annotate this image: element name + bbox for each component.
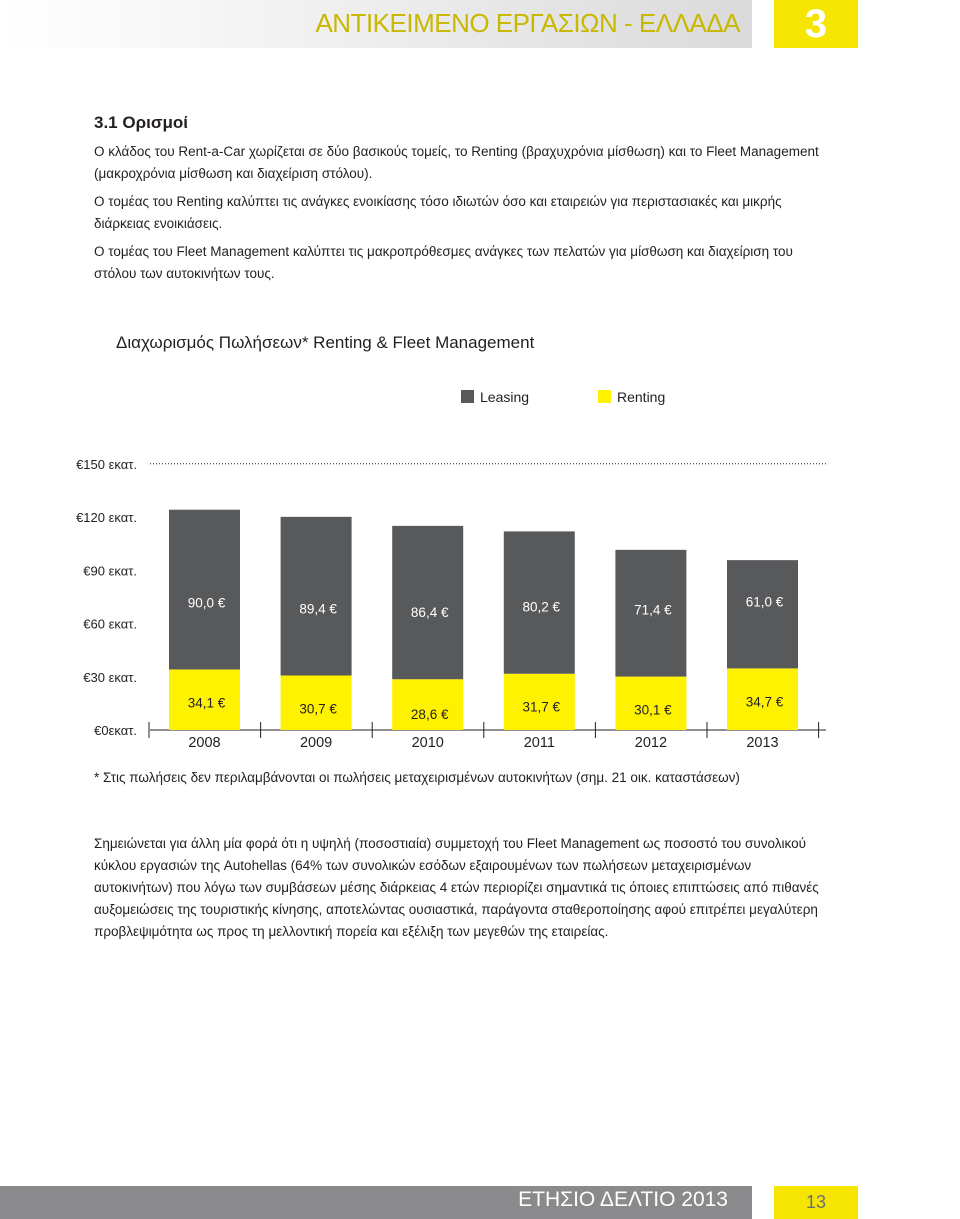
x-tick-label-2013: 2013 xyxy=(746,735,779,751)
footer-title: ΕΤΗΣΙΟ ΔΕΛΤΙΟ 2013 xyxy=(518,1188,728,1211)
renting-value-label: 30,1 € xyxy=(634,702,672,718)
renting-value-label: 30,7 € xyxy=(299,701,337,717)
bar-leasing-2010 xyxy=(392,526,463,679)
chart-footnote: * Στις πωλήσεις δεν περιλαμβάνονται οι πωλήσεις μεταχειρισμένων αυτοκινήτων (σημ. 21 οικ. καταστάσεων) xyxy=(94,770,740,785)
bar-leasing-2008 xyxy=(169,510,240,670)
section-title: 3.1 Ορισμοί xyxy=(94,113,188,132)
leasing-value-label: 90,0 € xyxy=(187,595,226,611)
paragraph-definition: Ο κλάδος του Rent-a-Car χωρίζεται σε δύο βασικούς τομείς, το Renting (βραχυχρόνια μίσθωση) και το Fleet Management (μακροχρόνια μίσθωση και διαχείριση στόλου). xyxy=(94,144,819,181)
x-tick-label-2012: 2012 xyxy=(634,735,668,751)
leasing-value-label: 61,0 € xyxy=(745,594,784,610)
paragraph-fleet-management: Ο τομέας του Fleet Management καλύπτει τις μακροπρόθεσμες ανάγκες των πελατών για μίσθωση και διαχείριση του στόλου των αυτοκινήτων τους. xyxy=(94,244,793,281)
legend-swatch-leasing xyxy=(461,390,474,403)
bar-renting-2010 xyxy=(392,679,463,730)
renting-value-label: 34,1 € xyxy=(187,695,226,711)
y-tick-label: €90 εκατ. xyxy=(83,563,137,579)
bar-leasing-2009 xyxy=(281,517,352,676)
leasing-value-label: 71,4 € xyxy=(634,602,672,618)
renting-value-label: 31,7 € xyxy=(522,699,561,715)
x-tick-label-2010: 2010 xyxy=(411,735,444,751)
bar-leasing-2013 xyxy=(727,560,798,668)
legend-label-renting: Renting xyxy=(617,389,666,405)
x-tick-label-2008: 2008 xyxy=(188,735,221,751)
paragraph-renting: Ο τομέας του Renting καλύπτει τις ανάγκες ενοικίασης τόσο ιδιωτών όσο και εταιρειών για περιστασιακές και μικρής διάρκειας ενοικιάσεις. xyxy=(94,194,782,231)
sales-split-chart xyxy=(0,370,960,770)
y-tick-label: €30 εκατ. xyxy=(83,669,137,685)
page-number: 13 xyxy=(774,1186,858,1219)
legend-swatch-renting xyxy=(598,390,611,403)
y-tick-label: €120 εκατ. xyxy=(76,510,137,525)
header-title: ΑΝΤΙΚΕΙΜΕΝΟ ΕΡΓΑΣΙΩΝ - ΕΛΛΑΔΑ xyxy=(315,8,740,38)
legend-label-leasing: Leasing xyxy=(480,389,530,405)
chapter-number: 3 xyxy=(774,0,858,48)
renting-value-label: 28,6 € xyxy=(410,707,449,723)
x-tick-label-2009: 2009 xyxy=(299,735,333,751)
leasing-value-label: 86,4 € xyxy=(410,605,449,621)
renting-value-label: 34,7 € xyxy=(745,694,784,710)
y-tick-label: €60 εκατ. xyxy=(83,616,137,632)
closing-paragraph: Σημειώνεται για άλλη μία φορά ότι η υψηλή (ποσοστιαία) συμμετοχή του Fleet Management ως ποσοστό του συνολικού κύκλου εργασιών της Autohellas (64% των συνολικών εσόδων εξαιρουμένων των πωλήσεων μεταχειρισμένων αυτοκινήτων) που λόγω των συμβάσεων μέσης διάρκειας 4 ετών περιορίζει σημαντικά τις όποιες επιπτώσεις από πιθανές αυξομειώσεις της τουριστικής κίνησης, αποτελώντας ουσιαστικά, παράγοντα σταθεροποίησης αφού επιτρέπει μεγαλύτερη προβλεψιμότητα ως προς τη μελλοντική πορεία και εξέλιξη των μεγεθών της εταιρείας. xyxy=(94,836,819,939)
x-tick-label-2011: 2011 xyxy=(523,735,555,751)
leasing-value-label: 80,2 € xyxy=(522,599,561,615)
y-tick-label: €0εκατ. xyxy=(94,723,137,738)
y-tick-label: €150 εκατ. xyxy=(76,456,137,472)
chart-title: Διαχωρισμός Πωλήσεων* Renting & Fleet Management xyxy=(116,333,535,352)
leasing-value-label: 89,4 € xyxy=(299,601,337,617)
